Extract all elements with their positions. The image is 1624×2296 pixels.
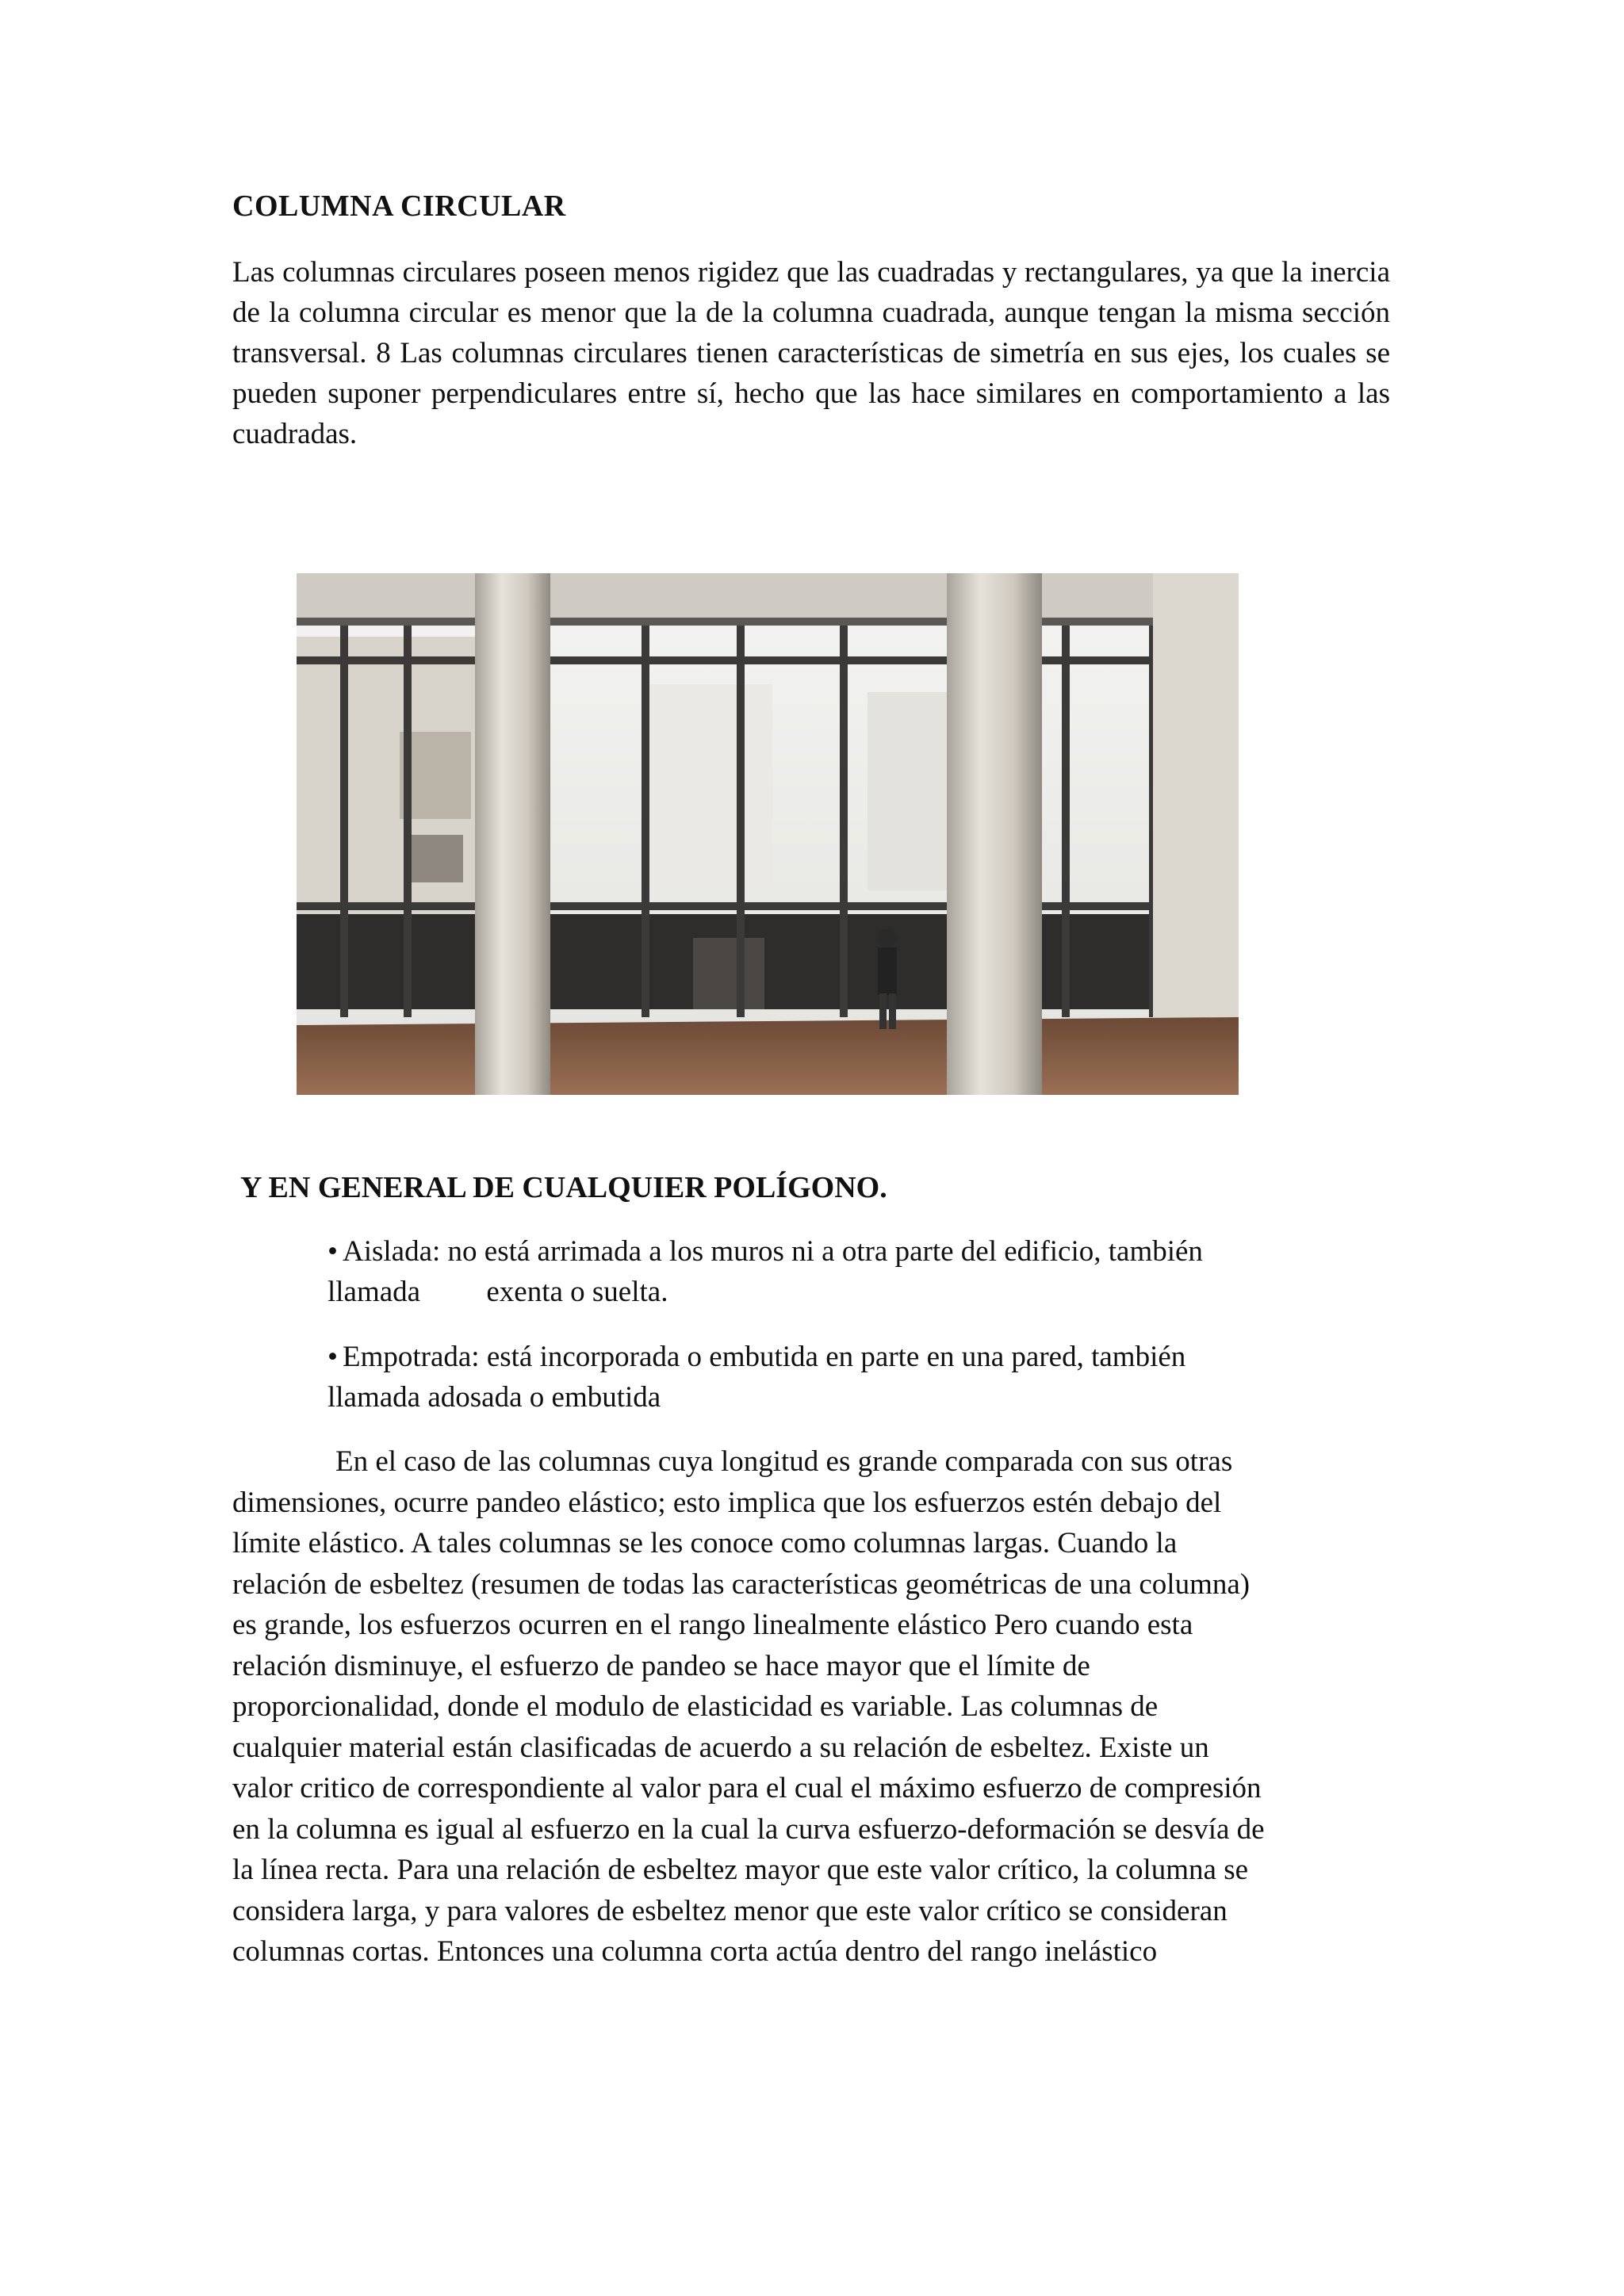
column-right	[947, 573, 1042, 1095]
paragraph-line: relación disminuye, el esfuerzo de pandeo se hace mayor que el límite de	[232, 1649, 1090, 1682]
paragraph-line: valor critico de correspondiente al valor para el cual el máximo esfuerzo de compresión	[232, 1772, 1262, 1804]
paragraph-line: cualquier material están clasificadas de acuerdo a su relación de esbeltez. Existe un	[232, 1731, 1209, 1764]
paragraph-line: relación de esbeltez (resumen de todas las características geométricas de una columna)	[232, 1567, 1251, 1601]
paragraph-line: límite elástico. A tales columnas se les conoce como columnas largas. Cuando la	[232, 1527, 1178, 1559]
bullet-item-aislada	[327, 1231, 1335, 1312]
bullet-text-line1: Empotrada: está incorporada o embutida en parte en una pared, también	[342, 1341, 1186, 1373]
column-left	[475, 573, 550, 1095]
paragraph-line: proporcionalidad, donde el modulo de elasticidad es variable. Las columnas de	[232, 1690, 1159, 1723]
bullet-text-line2: llamada adosada o embutida	[327, 1381, 661, 1414]
section-title-columna-circular: COLUMNA CIRCULAR	[232, 189, 566, 223]
photo-circular-columns	[297, 573, 1239, 1095]
paragraph-line: la línea recta. Para una relación de esbeltez mayor que este valor crítico, la columna se	[232, 1854, 1249, 1886]
paragraph-line: considera larga, y para valores de esbeltez menor que este valor crítico se consideran	[232, 1894, 1228, 1927]
paragraph-line: En el caso de las columnas cuya longitud es grande comparada con sus otras	[335, 1445, 1233, 1478]
bullet-dot-icon: •	[327, 1235, 338, 1268]
section-title-poligono: Y EN GENERAL DE CUALQUIER POLÍGONO.	[240, 1171, 887, 1204]
photo-illustration	[297, 573, 1239, 1095]
bullet-text-line1: Aislada: no está arrimada a los muros ni a otra parte del edificio, también	[342, 1235, 1203, 1268]
paragraph-line: es grande, los esfuerzos ocurren en el rango linealmente elástico Pero cuando esta	[232, 1609, 1193, 1641]
paragraph-pandeo	[232, 1441, 1390, 1973]
bullet-dot-icon: •	[327, 1341, 338, 1373]
paragraph-line: columnas cortas. Entonces una columna corta actúa dentro del rango inelástico	[232, 1935, 1158, 1968]
paragraph-line: en la columna es igual al esfuerzo en la cual la curva esfuerzo-deformación se desvía de	[232, 1812, 1265, 1846]
bullet-item-empotrada	[327, 1337, 1335, 1418]
bullet-text-line2: llamada exenta o suelta.	[327, 1276, 668, 1308]
paragraph-line: dimensiones, ocurre pandeo elástico; esto implica que los esfuerzos estén debajo del	[232, 1486, 1222, 1519]
paragraph-columna-circular: Las columnas circulares poseen menos rigidez que las cuadradas y rectangulares, ya que la inercia de la columna circular es menor que la de la columna cuadrada, aunque tengan la misma sección transversal. 8 Las columnas circulares tienen características de simetría en sus ejes, los cuales se pueden suponer perpendiculares entre sí, hecho que las hace similares en comportamiento a las cuadradas.	[232, 256, 1390, 450]
